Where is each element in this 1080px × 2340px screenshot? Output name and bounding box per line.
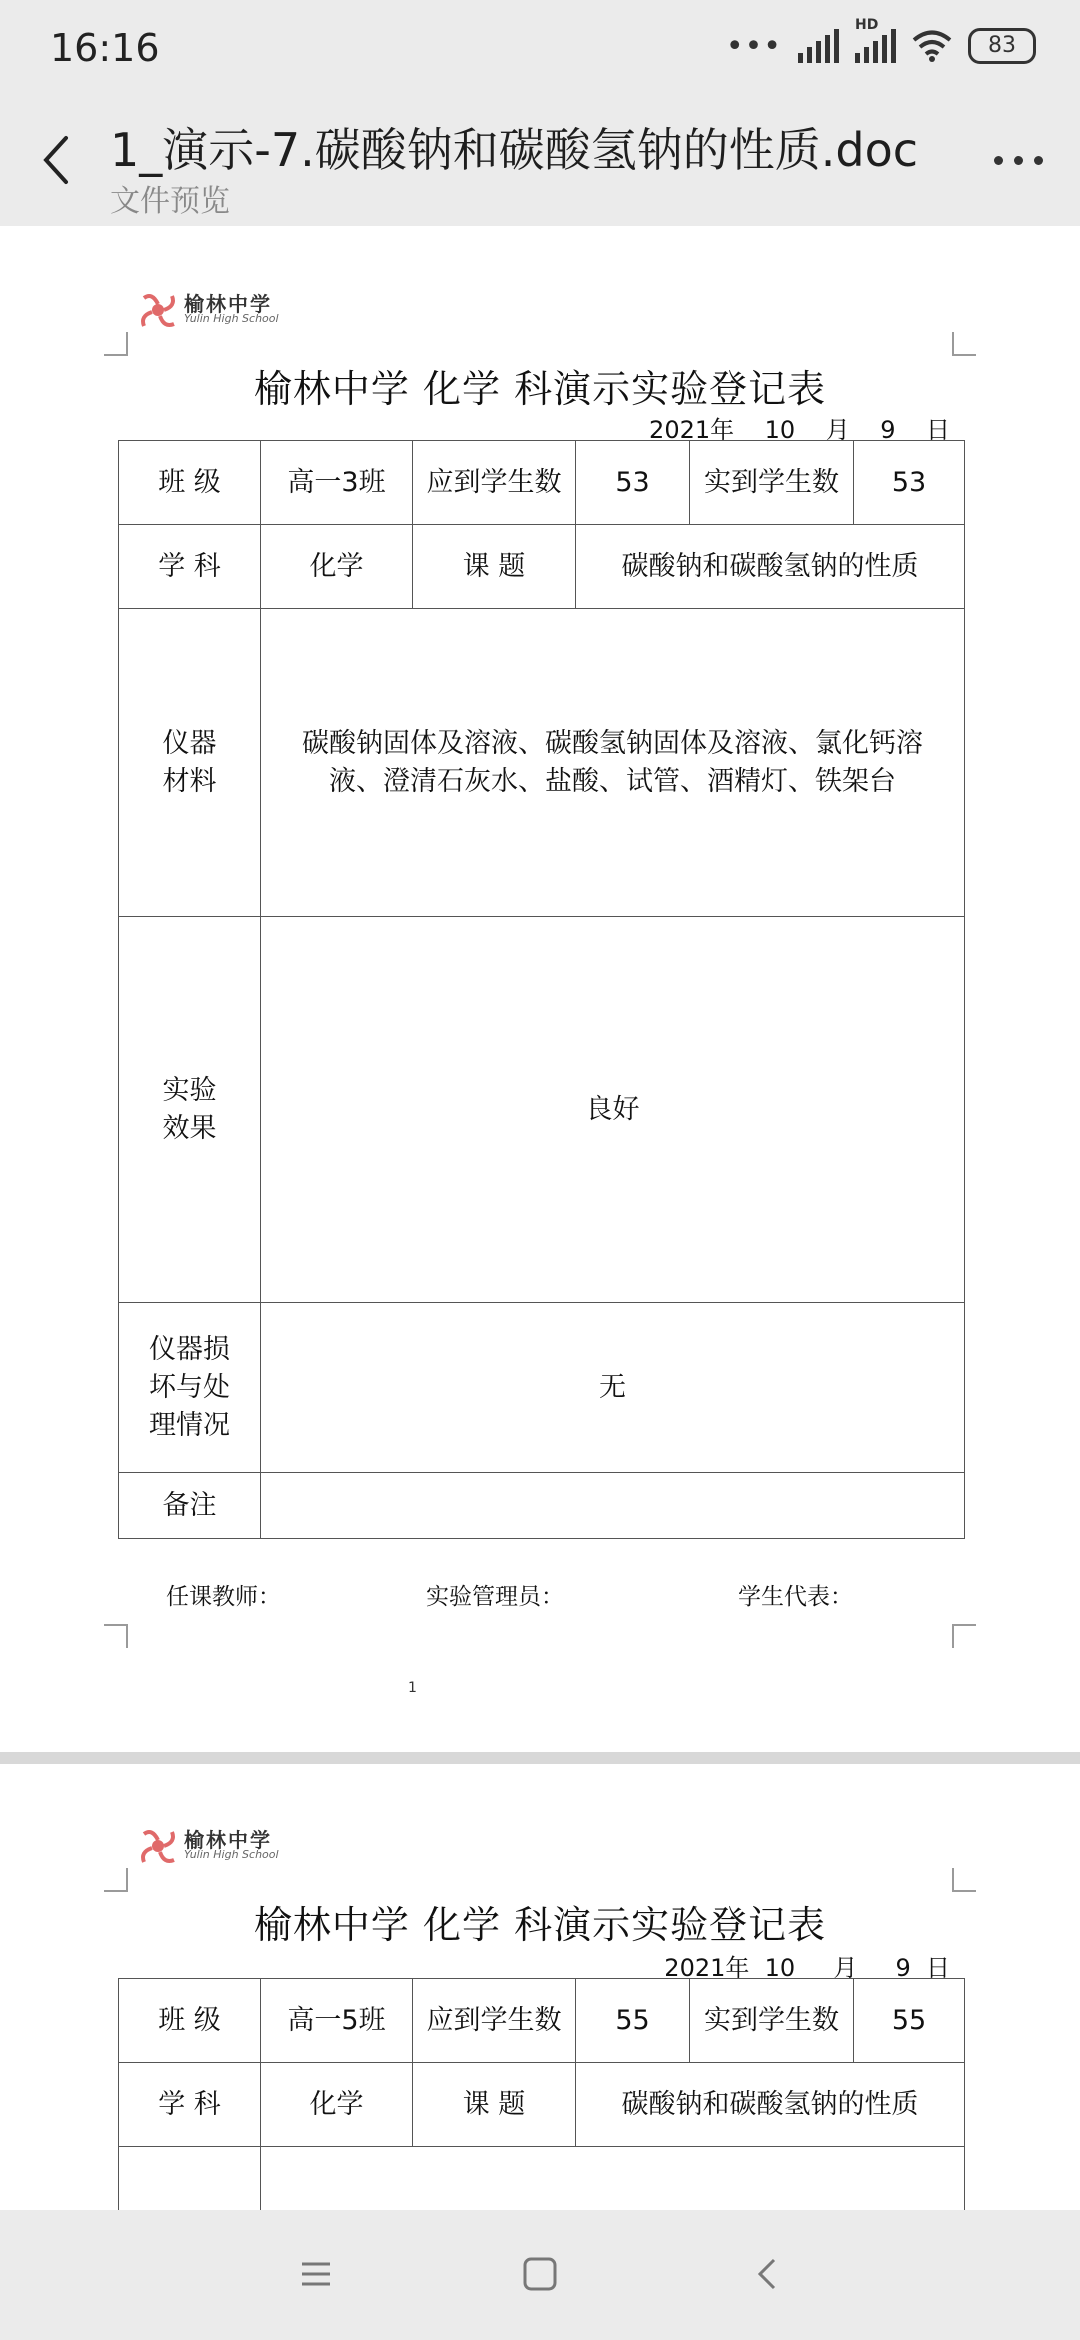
subject-label: 学 科 xyxy=(119,525,261,609)
page-corner-mark xyxy=(952,1624,976,1648)
effect-value: 良好 xyxy=(261,917,965,1303)
topic-value: 碳酸钠和碳酸氢钠的性质 xyxy=(576,2063,965,2147)
class-value: 高一3班 xyxy=(261,441,413,525)
logo-text: 榆林中学 xyxy=(184,292,272,316)
form-date: 2021年 10 月 9 日 xyxy=(664,1954,950,1982)
expected-students-label: 应到学生数 xyxy=(413,441,576,525)
materials-label: 仪器 材料 xyxy=(119,609,261,917)
registration-table xyxy=(118,440,965,1539)
wifi-icon xyxy=(912,29,952,63)
page-corner-mark xyxy=(952,332,976,356)
actual-students-value: 53 xyxy=(854,441,965,525)
class-label: 班 级 xyxy=(119,1979,261,2063)
class-label: 班 级 xyxy=(119,441,261,525)
logo-english: Yulin High School xyxy=(184,1848,279,1861)
logo-text: 榆林中学 xyxy=(184,1828,272,1852)
expected-students-value: 55 xyxy=(576,1979,690,2063)
logo-english: Yulin High School xyxy=(184,312,279,325)
materials-value: 碳酸钠固体及溶液、碳酸氢钠固体及溶液、氯化钙溶液、澄清石灰水、盐酸、试管、酒精灯、铁架台 xyxy=(261,609,965,917)
topic-label: 课 题 xyxy=(413,2063,576,2147)
home-square-icon[interactable] xyxy=(520,2254,560,2294)
remarks-label: 备注 xyxy=(119,1473,261,1539)
status-icons xyxy=(725,17,1036,64)
system-nav-bar xyxy=(0,2210,1080,2340)
topic-value: 碳酸钠和碳酸氢钠的性质 xyxy=(576,525,965,609)
hd-signal-icon xyxy=(855,17,896,63)
manager-signature-label: 实验管理员： xyxy=(426,1584,564,1610)
page-corner-mark xyxy=(104,1624,128,1648)
dots-icon: ••• xyxy=(725,28,782,64)
actual-students-value: 55 xyxy=(854,1979,965,2063)
signal-icon xyxy=(798,29,839,63)
teacher-signature-label: 任课教师： xyxy=(166,1584,281,1610)
battery-indicator: 83 xyxy=(968,28,1036,64)
document-page-1 xyxy=(0,226,1080,1752)
actual-students-label: 实到学生数 xyxy=(690,1979,854,2063)
app-header xyxy=(0,100,1080,226)
student-signature-label: 学生代表： xyxy=(738,1584,853,1610)
page-corner-mark xyxy=(952,1868,976,1892)
hd-label: HD xyxy=(855,17,879,33)
page-corner-mark xyxy=(104,1868,128,1892)
form-title: 榆林中学 化学 科演示实验登记表 xyxy=(253,1903,827,1947)
subject-value: 化学 xyxy=(261,2063,413,2147)
materials-value xyxy=(261,2147,965,2211)
damage-value: 无 xyxy=(261,1303,965,1473)
actual-students-label: 实到学生数 xyxy=(690,441,854,525)
damage-label: 仪器损 坏与处 理情况 xyxy=(119,1303,261,1473)
more-dots-icon[interactable] xyxy=(990,140,1050,180)
topic-label: 课 题 xyxy=(413,525,576,609)
document-page-2 xyxy=(0,1764,1080,2210)
effect-label: 实验 效果 xyxy=(119,917,261,1303)
school-logo-icon xyxy=(138,1826,178,1866)
file-title: 1_演示-7.碳酸钠和碳酸氢钠的性质.doc xyxy=(110,123,919,177)
page-separator xyxy=(0,1752,1080,1764)
menu-icon[interactable] xyxy=(296,2254,336,2294)
file-subtitle: 文件预览 xyxy=(110,184,230,219)
form-date: 2021年 10 月 9 日 xyxy=(649,416,950,444)
form-title: 榆林中学 化学 科演示实验登记表 xyxy=(253,367,827,411)
school-logo xyxy=(138,288,298,332)
page-corner-mark xyxy=(104,332,128,356)
registration-table xyxy=(118,1978,965,2210)
subject-label: 学 科 xyxy=(119,2063,261,2147)
status-time: 16:16 xyxy=(50,26,160,70)
expected-students-label: 应到学生数 xyxy=(413,1979,576,2063)
school-logo xyxy=(138,1824,298,1868)
class-value: 高一5班 xyxy=(261,1979,413,2063)
materials-label xyxy=(119,2147,261,2211)
remarks-value xyxy=(261,1473,965,1539)
back-chevron-icon[interactable] xyxy=(748,2254,788,2294)
back-arrow-icon[interactable] xyxy=(36,130,76,190)
document-preview[interactable] xyxy=(0,226,1080,2210)
page-number: 1 xyxy=(408,1680,417,1696)
status-bar xyxy=(0,0,1080,100)
school-logo-icon xyxy=(138,290,178,330)
subject-value: 化学 xyxy=(261,525,413,609)
expected-students-value: 53 xyxy=(576,441,690,525)
